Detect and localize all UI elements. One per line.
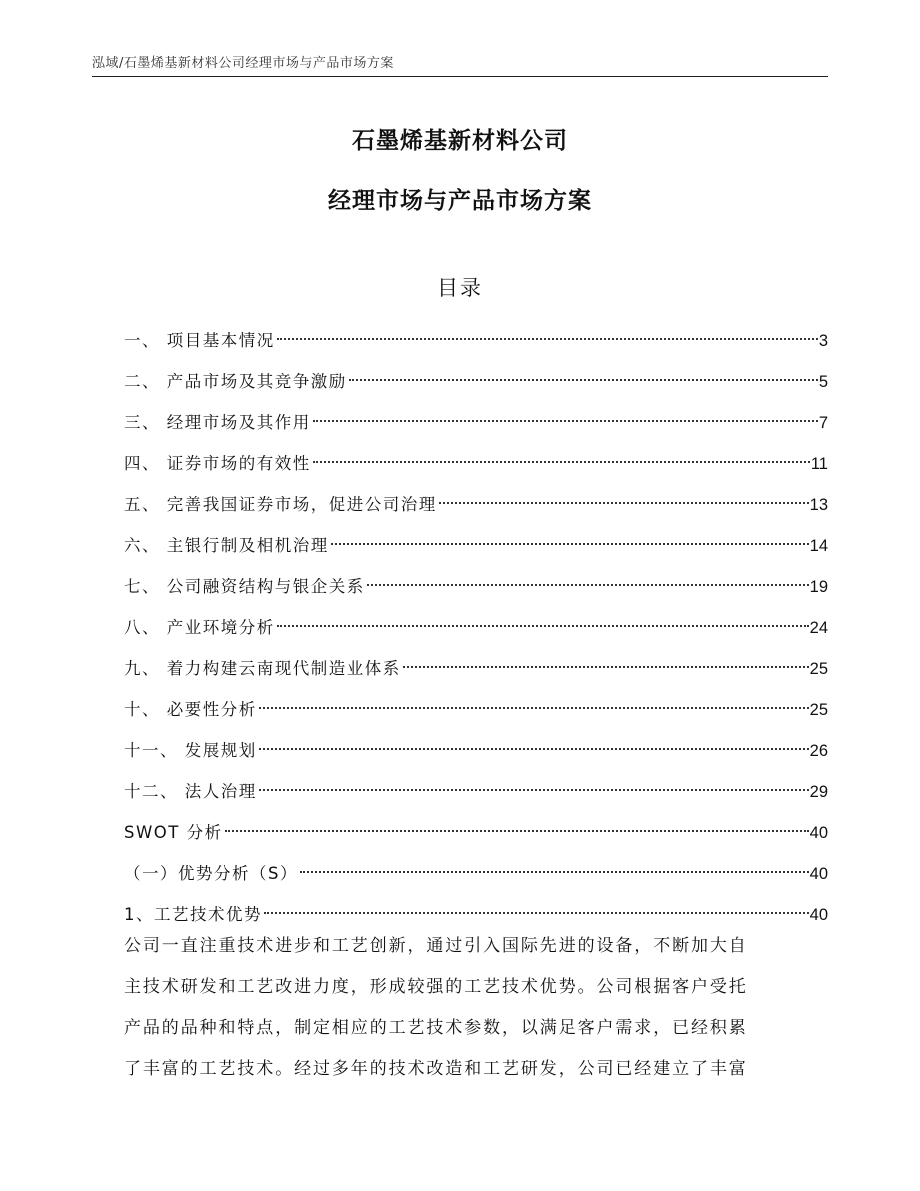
toc-entry-page: 40 bbox=[809, 865, 828, 883]
toc-entry-label: 一、 项目基本情况 bbox=[124, 331, 275, 350]
toc-entry[interactable] bbox=[124, 730, 828, 771]
toc-entry-label: 五、 完善我国证券市场，促进公司治理 bbox=[124, 495, 437, 514]
toc-leader-dots bbox=[259, 707, 809, 709]
toc-entry-page: 29 bbox=[809, 783, 828, 801]
toc-entry[interactable] bbox=[124, 566, 828, 607]
toc-heading: 目录 bbox=[437, 276, 483, 300]
toc-entry-label: 七、 公司融资结构与银企关系 bbox=[124, 577, 365, 596]
toc-entry-label: 三、 经理市场及其作用 bbox=[124, 413, 311, 432]
toc-leader-dots bbox=[331, 543, 809, 545]
toc-entry-page: 13 bbox=[809, 496, 828, 514]
toc-entry[interactable] bbox=[124, 771, 828, 812]
toc-leader-dots bbox=[439, 502, 809, 504]
toc-entry-page: 26 bbox=[809, 742, 828, 760]
toc-entry-page: 14 bbox=[809, 537, 828, 555]
toc-entry-page: 24 bbox=[809, 619, 828, 637]
toc-entry-page: 19 bbox=[809, 578, 828, 596]
toc-entry-label: 1、工艺技术优势 bbox=[124, 905, 262, 924]
toc-leader-dots bbox=[277, 338, 818, 340]
toc-entry-label: 二、 产品市场及其竞争激励 bbox=[124, 372, 347, 391]
toc-leader-dots bbox=[259, 789, 809, 791]
toc-entry-page: 40 bbox=[809, 824, 828, 842]
toc-entry[interactable] bbox=[124, 361, 828, 402]
toc-leader-dots bbox=[264, 912, 809, 914]
toc-entry-page: 5 bbox=[818, 373, 828, 391]
toc-leader-dots bbox=[403, 666, 809, 668]
paragraph-line: 了丰富的工艺技术。经过多年的技术改造和工艺研发，公司已经建立了丰富 bbox=[124, 1059, 748, 1079]
toc-entry[interactable] bbox=[124, 443, 828, 484]
toc-leader-dots bbox=[259, 748, 809, 750]
toc-entry-label: 六、 主银行制及相机治理 bbox=[124, 536, 329, 555]
toc-leader-dots bbox=[313, 420, 818, 422]
document-title-line-1: 石墨烯基新材料公司 bbox=[352, 128, 568, 154]
toc-entry-page: 3 bbox=[818, 332, 828, 350]
toc-leader-dots bbox=[349, 379, 818, 381]
toc-entry-label: 九、 着力构建云南现代制造业体系 bbox=[124, 659, 401, 678]
toc-entry-page: 25 bbox=[809, 660, 828, 678]
toc-entry-page: 40 bbox=[809, 906, 828, 924]
table-of-contents bbox=[124, 320, 828, 935]
toc-entry[interactable] bbox=[124, 812, 828, 853]
toc-leader-dots bbox=[277, 625, 809, 627]
document-header-path: 泓域/石墨烯基新材料公司经理市场与产品市场方案 bbox=[92, 56, 394, 71]
toc-entry-label: 十二、 法人治理 bbox=[124, 782, 257, 801]
header-divider bbox=[92, 76, 828, 77]
toc-entry[interactable] bbox=[124, 402, 828, 443]
document-title-line-2: 经理市场与产品市场方案 bbox=[328, 188, 592, 214]
toc-entry-page: 25 bbox=[809, 701, 828, 719]
toc-leader-dots bbox=[367, 584, 809, 586]
toc-entry[interactable] bbox=[124, 525, 828, 566]
toc-entry-page: 7 bbox=[818, 414, 828, 432]
toc-entry-label: 十一、 发展规划 bbox=[124, 741, 257, 760]
toc-entry[interactable] bbox=[124, 853, 828, 894]
toc-entry-label: 四、 证券市场的有效性 bbox=[124, 454, 311, 473]
toc-entry[interactable] bbox=[124, 607, 828, 648]
paragraph-line: 公司一直注重技术进步和工艺创新，通过引入国际先进的设备，不断加大自 bbox=[124, 936, 748, 956]
paragraph-line: 主技术研发和工艺改进力度，形成较强的工艺技术优势。公司根据客户受托 bbox=[124, 977, 748, 997]
toc-entry[interactable] bbox=[124, 484, 828, 525]
toc-entry-label: 十、 必要性分析 bbox=[124, 700, 257, 719]
paragraph-line: 产品的品种和特点，制定相应的工艺技术参数，以满足客户需求，已经积累 bbox=[124, 1018, 748, 1038]
toc-entry[interactable] bbox=[124, 648, 828, 689]
toc-leader-dots bbox=[300, 871, 809, 873]
toc-entry[interactable] bbox=[124, 320, 828, 361]
toc-entry-label: 八、 产业环境分析 bbox=[124, 618, 275, 637]
toc-entry[interactable] bbox=[124, 689, 828, 730]
toc-leader-dots bbox=[225, 830, 809, 832]
body-paragraph bbox=[124, 926, 828, 1090]
toc-entry-label: （一）优势分析（S） bbox=[124, 864, 298, 883]
toc-entry-page: 11 bbox=[810, 455, 828, 473]
toc-entry-label: SWOT 分析 bbox=[124, 823, 223, 842]
toc-leader-dots bbox=[313, 461, 810, 463]
